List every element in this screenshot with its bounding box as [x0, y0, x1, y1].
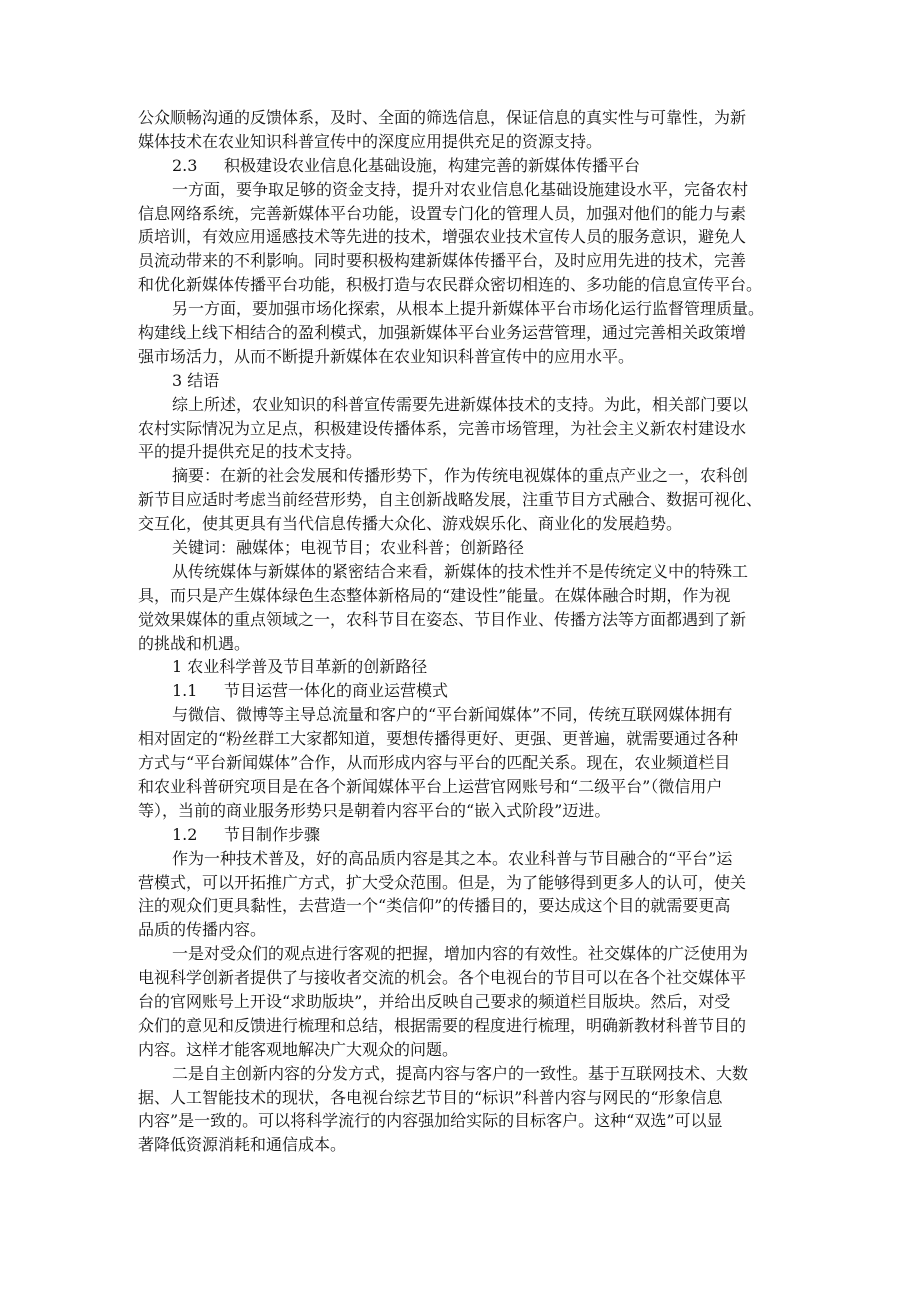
text-line: 二是自主创新内容的分发方式，提高内容与客户的一致性。基于互联网技术、大数	[172, 1063, 749, 1083]
text-line: 据、人工智能技术的现状，各电视台综艺节目的“标识”科普内容与网民的“形象信息	[138, 1087, 723, 1107]
text-line: 媒体技术在农业知识科普宣传中的深度应用提供充足的资源支持。	[138, 131, 603, 151]
section-heading-1-2	[138, 823, 786, 847]
paragraph-distribution	[138, 1062, 786, 1158]
text-line: 电视科学创新者提供了与接收者交流的机会。各个电视台的节目可以在各个社交媒体平	[138, 968, 747, 988]
paragraph-intro	[138, 560, 786, 656]
text-line: 一是对受众们的观点进行客观的把握，增加内容的有效性。社交媒体的广泛使用为	[172, 944, 749, 964]
text-line: 与微信、微博等主导总流量和客户的“平台新闻媒体”不同，传统互联网媒体拥有	[172, 705, 733, 725]
text-line: 另一方面，要加强市场化探索，从根本上提升新媒体平台市场化运行监督管理质量。	[172, 299, 765, 319]
text-line: 综上所述，农业知识的科普宣传需要先进新媒体技术的支持。为此，相关部门要以	[172, 394, 749, 414]
text-line: 员流动带来的不利影响。同时要积极构建新媒体传播平台，及时应用先进的技术，完善	[138, 251, 747, 271]
text-line: 交互化，使其更具有当代信息传播大众化、游戏娱乐化、商业化的发展趋势。	[138, 514, 683, 534]
text-line: 内容”是一致的。可以将科学流行的内容强加给实际的目标客户。这种“双选”可以显	[138, 1111, 723, 1131]
section-heading-1: 1 农业科学普及节目革新的创新路径	[172, 657, 428, 677]
text-line: 相对固定的“粉丝群工大家都知道，要想传播得更好、更强、更普遍，就需要通过各种	[138, 729, 739, 749]
text-line: 从传统媒体与新媒体的紧密结合来看，新媒体的技术性并不是传统定义中的特殊工	[172, 561, 749, 581]
text-line: 构建线上线下相结合的盈利模式，加强新媒体平台业务运营管理，通过完善相关政策增	[138, 323, 747, 343]
text-line: 等），当前的商业服务形势只是朝着内容平台的“嵌入式阶段”迈进。	[138, 800, 611, 820]
text-line: 公众顺畅沟通的反馈体系，及时、全面的筛选信息，保证信息的真实性与可靠性，为新	[138, 108, 747, 127]
text-line: 方式与“平台新闻媒体”合作，从而形成内容与平台的匹配关系。现在，农业频道栏目	[138, 753, 731, 773]
text-line: 著降低资源消耗和通信成本。	[138, 1135, 347, 1155]
text-line: 质培训，有效应用遥感技术等先进的技术，增强农业技术宣传人员的服务意识，避免人	[138, 227, 747, 247]
text-line: 平的提升提供充足的技术支持。	[138, 442, 363, 462]
text-line: 的挑战和机遇。	[138, 633, 251, 653]
text-line: 作为一种技术普及，好的高品质内容是其之本。农业科普与节目融合的“平台”运	[172, 848, 733, 868]
section-title: 积极建设农业信息化基础设施，构建完善的新媒体传播平台	[224, 155, 641, 175]
section-title: 节目运营一体化的商业运营模式	[224, 681, 449, 701]
section-number: 1.1	[172, 681, 198, 701]
text-line: 和农业科普研究项目是在各个新闻媒体平台上运营官网账号和“二级平台”（微信用户	[138, 776, 723, 796]
text-line: 内容。这样才能客观地解决广大观众的问题。	[138, 1039, 459, 1059]
paragraph-operations	[138, 703, 786, 822]
paragraph-feedback	[138, 106, 786, 154]
paragraph-market	[138, 297, 786, 369]
text-line: 信息网络系统，完善新媒体平台功能，设置专门化的管理人员，加强对他们的能力与素	[138, 203, 747, 223]
text-line: 营模式，可以开拓推广方式，扩大受众范围。但是，为了能够得到更多人的认可，使关	[138, 872, 747, 892]
keywords: 关键词：融媒体；电视节目；农业科普；创新路径	[172, 538, 525, 558]
paragraph-conclusion	[138, 393, 786, 465]
text-line: 注的观众们更具黏性，去营造一个“类信仰”的传播目的，要达成这个目的就需要更高	[138, 896, 731, 916]
text-line: 农村实际情况为立足点，积极建设传播体系，完善市场管理，为社会主义新农村建设水	[138, 418, 747, 438]
text-line: 摘要：在新的社会发展和传播形势下，作为传统电视媒体的重点产业之一，农科创	[172, 466, 749, 486]
section-title: 节目制作步骤	[224, 824, 321, 844]
text-line: 觉效果媒体的重点领域之一，农科节目在姿态、节目作业、传播方法等方面都遇到了新	[138, 609, 747, 629]
section-heading-conclusion: 3 结语	[172, 370, 220, 390]
text-line: 强市场活力，从而不断提升新媒体在农业知识科普宣传中的应用水平。	[138, 346, 635, 366]
text-line: 新节目应适时考虑当前经营形势，自主创新战略发展，注重节目方式融合、数据可视化、	[138, 490, 763, 510]
text-line: 台的官网账号上开设“求助版块”，并给出反映自己要求的频道栏目版块。然后，对受	[138, 991, 731, 1011]
paragraph-quality	[138, 847, 786, 943]
section-heading-2-3	[138, 154, 786, 178]
paragraph-abstract	[138, 464, 786, 536]
section-number: 2.3	[172, 155, 198, 175]
text-line: 和优化新媒体传播平台功能，积极打造与农民群众密切相连的、多功能的信息宣传平台。	[138, 275, 763, 295]
text-line: 具，而只是产生媒体绿色生态整体新格局的“建设性”能量。在媒体融合时期，作为视	[138, 585, 731, 605]
paragraph-audience	[138, 942, 786, 1061]
paragraph-infrastructure	[138, 178, 786, 297]
section-number: 1.2	[172, 824, 198, 844]
document-page	[138, 106, 786, 1157]
text-line: 众们的意见和反馈进行梳理和总结，根据需要的程度进行梳理，明确新教材科普节目的	[138, 1015, 747, 1035]
section-heading-1-1	[138, 679, 786, 703]
text-line: 一方面，要争取足够的资金支持，提升对农业信息化基础设施建设水平，完备农村	[172, 179, 749, 199]
text-line: 品质的传播内容。	[138, 920, 267, 940]
